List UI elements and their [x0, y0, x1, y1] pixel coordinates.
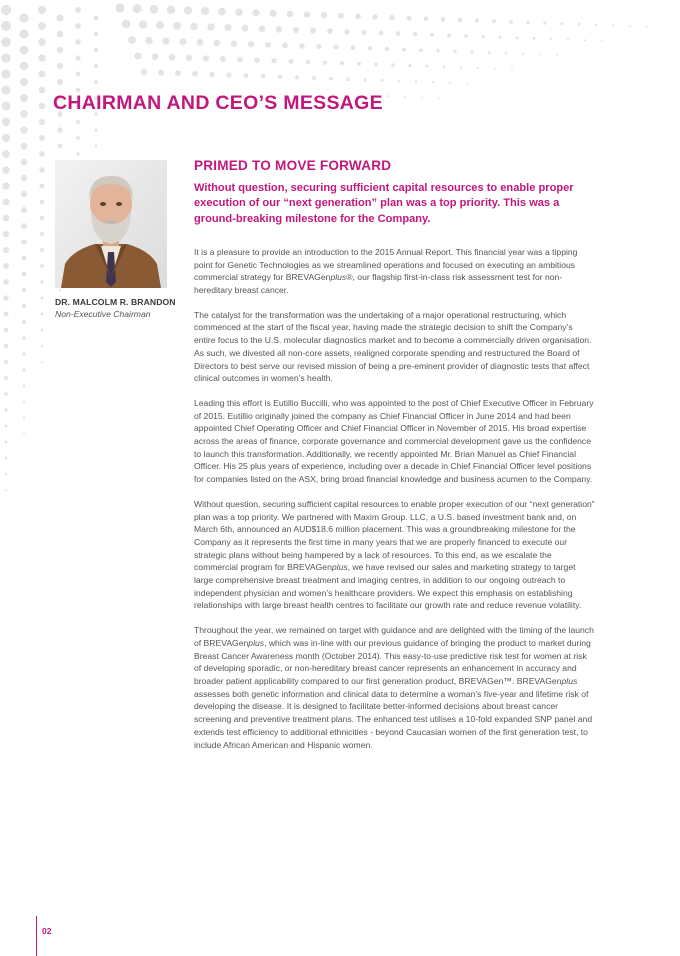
background-dot [128, 36, 136, 44]
background-dot [40, 232, 44, 236]
background-dot [329, 77, 333, 81]
background-dot [2, 102, 11, 111]
background-dot [3, 311, 8, 316]
background-dot [5, 473, 7, 475]
background-dot [40, 248, 44, 252]
background-dot [595, 24, 597, 26]
background-dot [466, 82, 468, 84]
background-dot [346, 77, 350, 81]
background-dot [41, 345, 43, 347]
background-dot [145, 37, 153, 45]
background-dot [453, 50, 456, 53]
background-dot [1, 5, 11, 15]
background-dot [475, 19, 479, 23]
background-dot [224, 24, 231, 31]
background-dot [543, 21, 546, 24]
background-dot [368, 46, 372, 50]
background-dot [41, 361, 43, 363]
background-dot [38, 38, 46, 46]
background-dot [361, 30, 366, 35]
background-dot [578, 23, 581, 26]
background-dot [526, 21, 529, 24]
background-dot [379, 31, 384, 36]
background-dot [39, 167, 44, 172]
background-dot [39, 87, 46, 94]
background-dot [75, 55, 80, 60]
background-dot [1, 21, 11, 31]
background-dot [94, 16, 99, 21]
background-dot [334, 45, 339, 50]
background-dot [56, 14, 63, 21]
background-dot [289, 59, 294, 64]
background-dot [20, 110, 28, 118]
background-dot [295, 75, 299, 79]
background-dot [207, 23, 214, 30]
message-body [194, 158, 596, 763]
background-dot [252, 9, 259, 16]
background-dot [321, 12, 327, 18]
background-dot [134, 52, 141, 59]
background-dot [406, 16, 411, 21]
background-dot [244, 73, 249, 78]
background-dot [402, 48, 406, 52]
background-dot [443, 65, 446, 68]
background-dot [40, 264, 44, 268]
background-dot [22, 352, 25, 355]
background-dot [167, 6, 175, 14]
background-dot [323, 60, 327, 64]
background-dot [1, 37, 11, 47]
background-dot [629, 25, 631, 27]
background-dot [23, 433, 25, 435]
background-dot [299, 43, 304, 48]
background-dot [601, 40, 603, 42]
background-dot [404, 96, 406, 98]
body-paragraph: Without question, securing sufficient capital resources to enable proper execution of our “next generation” plan was a top priority. We partnered with Maxim Group. LLC, a U.S. based investment bank and, on March 6th, announced an AUD$18.6 million placement. This was a groundbreaking milestone for the Company as it represents the first time in many years that we are properly financed to execute our strategic plans without being hampered by a lack of resources. To this end, as we escalate the commercial program for BREVAGenplus, we have revised our sales and marketing strategy to target large comprehensive breast treatment and imaging centres, in addition to our ongoing outreach to independent physician and women’s healthcare providers. We expect this emphasis on establishing relationships with large breast health centres to facilitate our growth rate and reduce revenue volatility. [194, 498, 595, 611]
background-dot [20, 94, 28, 102]
background-dot [550, 38, 553, 41]
background-dot [76, 136, 80, 140]
background-dot [20, 46, 29, 55]
background-dot [203, 55, 209, 61]
background-dot [20, 126, 27, 133]
background-dot [139, 20, 147, 28]
background-dot [522, 53, 524, 55]
background-dot [133, 4, 142, 13]
background-dot [19, 13, 28, 22]
background-dot [646, 26, 648, 28]
background-dot [338, 13, 344, 19]
background-dot [57, 47, 64, 54]
background-dot [3, 247, 9, 253]
background-dot [276, 26, 282, 32]
background-dot [415, 80, 418, 83]
background-dot [398, 80, 401, 83]
background-dot [259, 26, 266, 33]
background-dot [4, 376, 8, 380]
background-dot [436, 49, 439, 52]
background-dot [75, 39, 80, 44]
background-dot [441, 17, 446, 22]
background-dot [231, 40, 237, 46]
background-dot [269, 10, 276, 17]
background-dot [22, 304, 26, 308]
body-paragraphs [194, 246, 596, 751]
background-dot [162, 38, 169, 45]
background-dot [380, 79, 383, 82]
background-dot [158, 70, 164, 76]
background-dot [41, 329, 44, 332]
background-dot [316, 44, 321, 49]
background-dot [4, 328, 9, 333]
background-dot [4, 392, 8, 396]
background-dot [3, 231, 9, 237]
background-dot [567, 38, 569, 40]
background-dot [278, 75, 282, 79]
background-dot [385, 47, 389, 51]
page-number: 02 [42, 926, 52, 936]
background-dot [421, 97, 423, 99]
background-dot [432, 81, 434, 83]
background-dot [184, 6, 192, 14]
background-dot [458, 18, 462, 22]
background-dot [492, 19, 496, 23]
background-dot [21, 239, 26, 244]
background-dot [533, 37, 536, 40]
background-dot [494, 68, 496, 70]
background-dot [141, 69, 147, 75]
background-dot [355, 13, 361, 19]
background-dot [327, 28, 333, 34]
background-dot [3, 295, 8, 300]
background-dot [2, 86, 11, 95]
background-dot [22, 336, 26, 340]
background-dot [22, 272, 27, 277]
background-dot [20, 62, 28, 70]
background-dot [95, 129, 98, 132]
background-dot [190, 23, 198, 31]
background-dot [76, 152, 79, 155]
background-dot [374, 63, 378, 67]
background-dot [22, 288, 27, 293]
background-dot [539, 53, 541, 55]
background-dot [39, 119, 45, 125]
background-dot [2, 166, 10, 174]
background-dot [505, 52, 508, 55]
background-dot [464, 34, 468, 38]
background-dot [122, 20, 131, 29]
body-paragraph: Throughout the year, we remained on target with guidance and are delighted with the timing of the launch of BREVAGenplus, which was in-line with our previous guidance of bringing the product to market during Breast Cancer Awareness month (October 2014). This easy-to-use predictive risk test for women at risk of developing sporadic, or non-hereditary breast cancer represents an enhancement in accuracy and broader patient applicability compared to our first generation product, BREVAGen™. BREVAGenplus assesses both genetic information and clinical data to determine a woman’s five-year and lifetime risk of developing the disease. It is designed to facilitate better-informed decisions about breast cancer screening and preventive treatment plans. The enhanced test utilises a 10-fold expanded SNP panel and extends test efficiency to additional ethnicities - beyond Caucasian women of the first generation test, to include African American and Hispanic women. [194, 625, 594, 750]
background-dot [387, 95, 389, 97]
background-dot [150, 5, 159, 14]
background-dot [76, 72, 81, 77]
background-dot [156, 21, 164, 29]
background-dot [21, 223, 27, 229]
background-dot [214, 40, 221, 47]
background-dot [584, 39, 586, 41]
background-dot [75, 7, 81, 13]
background-dot [481, 35, 484, 38]
body-paragraph: Leading this effort is Eutillio Buccilli, who was appointed to the post of Chief Executive Officer in February of 2015. Eutillio originally joined the company as Chief Financial Officer in June 2014 and had been appointed Chief Operating Officer and Chief Financial Officer in November of 2015. His broad expertise across the areas of finance, corporate governance and commercial development gave us the confidence to launch this transformation. Additionally, we recently appointed Mr. Brian Manuel as Chief Financial Officer. His 25 plus years of experience, including over a decade in Chief Financial Officer level positions for companies listed on the ASX, bring broad financial knowledge and business acumen to the Company. [194, 397, 594, 485]
background-dot [21, 255, 26, 260]
background-dot [175, 70, 181, 76]
background-dot [152, 53, 159, 60]
background-dot [488, 51, 491, 54]
background-dot [424, 16, 429, 21]
background-dot [460, 66, 463, 69]
background-dot [282, 43, 288, 49]
background-dot [612, 24, 614, 26]
background-dot [173, 22, 181, 30]
page-title: CHAIRMAN AND CEO’S MESSAGE [53, 92, 383, 114]
lead-quote: Without question, securing sufficient capital resources to enable proper execution of our “next generation” plan was a top priority. This was a ground-breaking milestone for the Company. [194, 182, 574, 225]
background-dot [293, 27, 299, 33]
background-dot [95, 145, 98, 148]
background-dot [304, 11, 311, 18]
background-dot [425, 65, 428, 68]
background-dot [312, 76, 316, 80]
background-dot [94, 64, 98, 68]
background-dot [287, 11, 294, 18]
background-dot [561, 22, 564, 25]
background-dot [498, 36, 501, 39]
background-dot [40, 296, 43, 299]
background-dot [57, 127, 62, 132]
background-dot [23, 401, 26, 404]
background-dot [5, 441, 8, 444]
background-dot [4, 344, 9, 349]
background-dot [21, 207, 27, 213]
chairman-portrait-photo [55, 160, 167, 288]
background-dot [21, 159, 28, 166]
background-dot [477, 67, 479, 69]
background-dot [57, 31, 64, 38]
background-dot [516, 36, 519, 39]
background-dot [447, 33, 451, 37]
background-dot [40, 216, 45, 221]
background-dot [39, 103, 46, 110]
background-dot [271, 58, 276, 63]
background-dot [357, 62, 361, 66]
background-dot [197, 39, 204, 46]
background-dot [363, 78, 366, 81]
background-dot [396, 31, 401, 36]
background-dot [261, 74, 266, 79]
background-dot [5, 489, 7, 491]
background-dot [235, 8, 243, 16]
background-dot [22, 320, 26, 324]
background-dot [20, 78, 28, 86]
background-dot [310, 28, 316, 34]
background-dot [20, 142, 27, 149]
background-dot [471, 51, 474, 54]
background-dot [556, 54, 558, 56]
background-dot [201, 7, 209, 15]
background-dot [75, 23, 81, 29]
background-dot [3, 215, 10, 222]
background-dot [237, 57, 243, 63]
background-dot [372, 14, 378, 20]
background-dot [218, 8, 226, 16]
background-dot [38, 70, 45, 77]
background-dot [449, 82, 451, 84]
background-dot [209, 72, 214, 77]
background-dot [21, 191, 27, 197]
background-dot [248, 41, 254, 47]
background-dot [391, 63, 395, 67]
section-heading: PRIMED TO MOVE FORWARD [194, 158, 392, 173]
background-dot [21, 175, 28, 182]
background-dot [19, 29, 28, 38]
background-dot [1, 53, 11, 63]
background-dot [192, 71, 198, 77]
background-dot [4, 424, 7, 427]
background-dot [2, 118, 10, 126]
background-dot [1, 69, 10, 78]
background-dot [430, 33, 434, 37]
background-dot [220, 56, 226, 62]
background-dot [179, 38, 186, 45]
background-dot [41, 313, 44, 316]
background-dot [389, 15, 394, 20]
background-dot [344, 29, 349, 34]
background-dot [306, 60, 311, 65]
background-dot [38, 6, 46, 14]
background-dot [351, 45, 356, 50]
background-dot [40, 280, 43, 283]
background-dot [511, 68, 513, 70]
background-dot [4, 408, 7, 411]
background-dot [186, 55, 192, 61]
background-dot [4, 360, 8, 364]
background-dot [265, 42, 271, 48]
background-dot [2, 198, 9, 205]
background-dot [59, 289, 61, 291]
background-dot [340, 61, 344, 65]
background-dot [94, 80, 98, 84]
background-dot [3, 263, 9, 269]
background-dot [57, 79, 63, 85]
background-dot [413, 32, 417, 36]
background-dot [22, 368, 25, 371]
background-dot [3, 279, 9, 285]
background-dot [76, 120, 80, 124]
background-dot [38, 22, 46, 30]
body-paragraph: It is a pleasure to provide an introduction to the 2015 Annual Report. This financial year was a tipping point for Genetic Technologies as we streamlined operations and focused on executing an ambitious commercial strategy for BREVAGenplus®, our flagship first-in-class risk assessment test for non-hereditary breast cancer. [194, 246, 578, 295]
body-paragraph: The catalyst for the transformation was the undertaking of a major operational restructuring, which commenced at the start of the fiscal year, having made the strategic decision to shift the Company’s entire focus to the U.S. molecular diagnostics market and to become a commercially driven organisation. As such, we divested all non-core assets, realigned corporate spending and restructured the Board of Directors to best serve our revised mission of being a pre-eminent provider of diagnostic tests that affect clinical outcomes in women’s health. [194, 309, 592, 384]
background-dot [40, 200, 45, 205]
background-dot [39, 135, 45, 141]
background-dot [438, 97, 440, 99]
background-dot [39, 151, 45, 157]
background-dot [23, 385, 26, 388]
background-dot [94, 32, 99, 37]
background-dot [2, 134, 10, 142]
background-dot [242, 25, 249, 32]
background-dot [254, 57, 259, 62]
background-dot [2, 150, 10, 158]
chairman-title: Non-Executive Chairman [55, 309, 151, 319]
background-dot [2, 182, 9, 189]
background-dot [408, 64, 411, 67]
background-dot [39, 183, 44, 188]
background-dot [5, 457, 8, 460]
background-dot [38, 54, 45, 61]
background-dot [169, 54, 176, 61]
background-dot [57, 63, 63, 69]
background-dot [23, 417, 25, 419]
background-dot [226, 72, 231, 77]
background-dot [94, 48, 98, 52]
page-number-rule [36, 916, 37, 956]
background-dot [509, 20, 513, 24]
chairman-name: DR. MALCOLM R. BRANDON [55, 297, 176, 307]
background-dot [115, 3, 124, 12]
background-dot [419, 48, 423, 52]
background-dot [58, 144, 63, 149]
